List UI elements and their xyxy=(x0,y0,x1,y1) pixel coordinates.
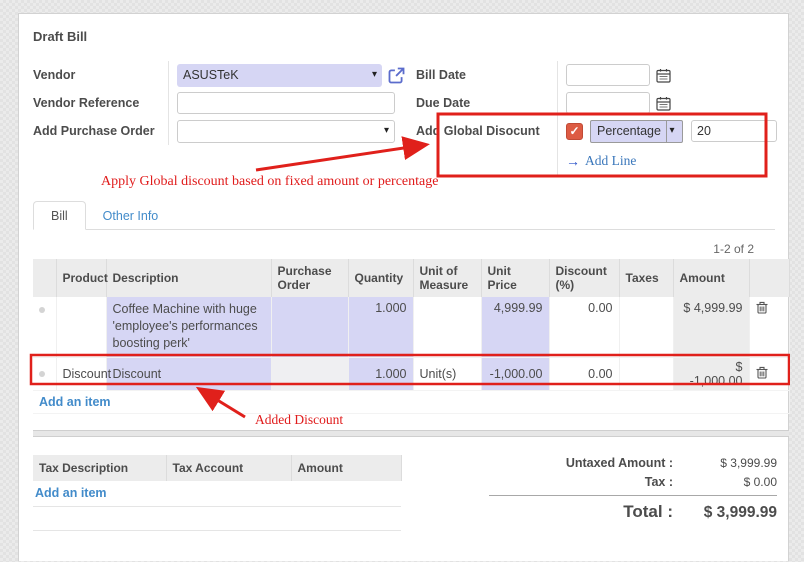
cell-discount[interactable]: 0.00 xyxy=(549,297,619,357)
cell-unit-price[interactable]: -1,000.00 xyxy=(481,357,549,390)
tax-add-an-item-link[interactable]: Add an item xyxy=(35,486,107,500)
tax-add-item-row xyxy=(33,481,401,507)
trash-icon[interactable] xyxy=(756,366,768,382)
chevron-down-icon: ▾ xyxy=(669,125,675,136)
add-purchase-order-label: Add Purchase Order xyxy=(33,124,155,138)
chevron-down-icon: ▾ xyxy=(371,69,377,80)
add-an-item-link[interactable]: Add an item xyxy=(39,394,111,409)
delete-row-button[interactable] xyxy=(749,357,789,390)
discount-type-select-value: Percentage xyxy=(597,124,661,138)
cell-quantity[interactable]: 1.000 xyxy=(348,297,413,357)
discount-type-select[interactable] xyxy=(590,120,683,143)
col-unit-of-measure[interactable]: Unit of Measure xyxy=(413,259,481,297)
totals-block xyxy=(489,456,777,527)
total-label: Total : xyxy=(623,502,673,521)
cell-taxes[interactable] xyxy=(619,297,673,357)
col-tax-account[interactable]: Tax Account xyxy=(166,455,291,481)
cell-purchase-order[interactable] xyxy=(271,297,348,357)
trash-icon[interactable] xyxy=(756,301,768,317)
col-purchase-order[interactable]: Purchase Order xyxy=(271,259,348,297)
annotation-arrow-to-global-discount xyxy=(256,145,424,170)
invoice-lines-table xyxy=(33,259,790,414)
cell-amount: $ -1,000.00 xyxy=(673,357,749,390)
tax-header-row xyxy=(33,455,401,481)
notebook-tabs xyxy=(33,199,775,230)
draft-bill-form-panel xyxy=(18,13,789,561)
col-taxes[interactable]: Taxes xyxy=(619,259,673,297)
pager[interactable]: 1-2 of 2 xyxy=(713,242,754,256)
table-row-discount[interactable] xyxy=(33,357,789,390)
cell-discount[interactable]: 0.00 xyxy=(549,357,619,390)
delete-row-button[interactable] xyxy=(749,297,789,357)
total-value: $ 3,999.99 xyxy=(703,504,777,521)
section-resize-handle[interactable] xyxy=(33,430,789,437)
calendar-icon[interactable] xyxy=(656,68,671,83)
col-quantity[interactable]: Quantity xyxy=(348,259,413,297)
vendor-reference-input[interactable] xyxy=(177,92,395,114)
cell-product[interactable]: Discount xyxy=(56,357,106,390)
table-row-coffee-machine[interactable] xyxy=(33,297,789,357)
due-date-input[interactable] xyxy=(566,92,650,114)
due-date-label: Due Date xyxy=(416,96,471,110)
col-product[interactable]: Product xyxy=(56,259,106,297)
check-icon: ✓ xyxy=(569,124,580,138)
tab-other-info[interactable]: Other Info xyxy=(102,209,159,223)
bill-date-input[interactable] xyxy=(566,64,650,86)
cell-unit-of-measure[interactable] xyxy=(413,297,481,357)
cell-quantity[interactable]: 1.000 xyxy=(348,357,413,390)
chevron-down-icon: ▾ xyxy=(383,125,389,136)
row-drag-handle[interactable] xyxy=(33,297,56,357)
vendor-select[interactable] xyxy=(177,64,382,87)
add-line-button[interactable] xyxy=(566,147,777,175)
tax-value: $ 0.00 xyxy=(743,475,777,489)
col-tax-description[interactable]: Tax Description xyxy=(33,455,166,481)
row-drag-handle[interactable] xyxy=(33,357,56,390)
untaxed-amount-value: $ 3,999.99 xyxy=(720,456,777,470)
vendor-label: Vendor xyxy=(33,68,76,82)
col-amount[interactable]: Amount xyxy=(673,259,749,297)
tax-lines-table xyxy=(33,455,402,531)
col-discount[interactable]: Discount (%) xyxy=(549,259,619,297)
totals-divider xyxy=(489,495,777,496)
vendor-reference-label: Vendor Reference xyxy=(33,96,140,110)
cell-amount: $ 4,999.99 xyxy=(673,297,749,357)
cell-description[interactable]: Discount xyxy=(106,357,271,390)
add-purchase-order-select[interactable] xyxy=(177,120,395,143)
cell-unit-of-measure[interactable]: Unit(s) xyxy=(413,357,481,390)
col-unit-price[interactable]: Unit Price xyxy=(481,259,549,297)
annotation-global-discount: Apply Global discount based on fixed amount or percentage xyxy=(101,174,439,189)
handle-dot-icon xyxy=(39,371,45,377)
add-global-discount-label: Add Global Disocunt xyxy=(416,124,540,138)
handle-column-header xyxy=(33,259,56,297)
untaxed-amount-label: Untaxed Amount : xyxy=(565,456,673,470)
lines-header-row xyxy=(33,259,789,297)
cell-taxes[interactable] xyxy=(619,357,673,390)
arrow-right-icon: → xyxy=(566,153,580,169)
tab-bill[interactable]: Bill xyxy=(33,201,86,230)
tax-empty-row xyxy=(33,507,401,531)
handle-dot-icon xyxy=(39,307,45,313)
col-description[interactable]: Description xyxy=(106,259,271,297)
external-link-icon[interactable] xyxy=(388,67,405,84)
add-item-row xyxy=(33,390,789,413)
tax-label: Tax : xyxy=(644,475,673,489)
col-tax-amount[interactable]: Amount xyxy=(291,455,401,481)
calendar-icon[interactable] xyxy=(656,96,671,111)
add-line-label: Add Line xyxy=(585,153,637,168)
discount-amount-input[interactable] xyxy=(691,120,777,142)
annotation-added-discount: Added Discount xyxy=(255,412,344,427)
form-group-right xyxy=(416,61,777,175)
cell-product[interactable] xyxy=(56,297,106,357)
cell-description[interactable]: Coffee Machine with huge 'employee's performances boosting perk' xyxy=(106,297,271,357)
form-group-left xyxy=(33,61,405,145)
delete-column-header xyxy=(749,259,789,297)
cell-unit-price[interactable]: 4,999.99 xyxy=(481,297,549,357)
bill-date-label: Bill Date xyxy=(416,68,467,82)
page-title: Draft Bill xyxy=(33,29,88,44)
cell-purchase-order[interactable] xyxy=(271,357,348,390)
global-discount-checkbox[interactable] xyxy=(566,123,583,140)
vendor-select-value: ASUSTeK xyxy=(183,68,239,82)
